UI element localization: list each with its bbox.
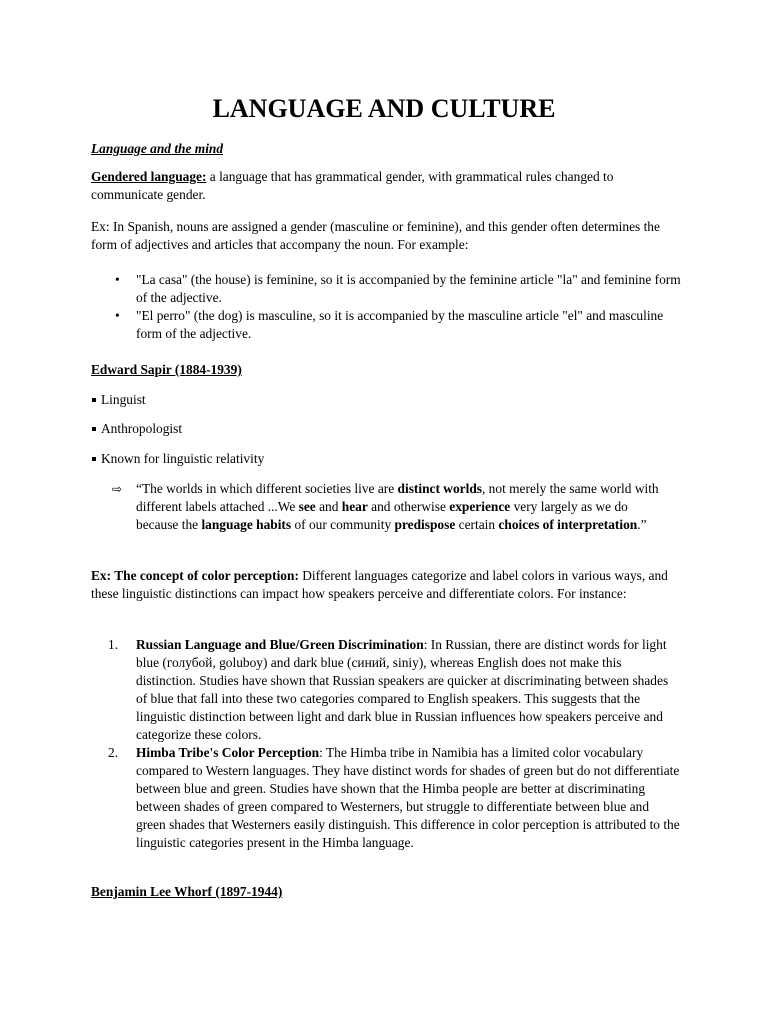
bullet-icon: • bbox=[115, 272, 120, 287]
sapir-item-label: Anthropologist bbox=[101, 421, 183, 436]
quote-emphasis: distinct worlds bbox=[397, 481, 482, 496]
sapir-quote bbox=[112, 480, 672, 534]
quote-fragment: of our community bbox=[291, 517, 395, 532]
section-heading-language-mind: Language and the mind bbox=[91, 141, 224, 156]
gendered-language-text: a language that has grammatical gender, with grammatical rules changed to communicate gender. bbox=[91, 169, 614, 202]
quote-fragment: certain bbox=[455, 517, 499, 532]
bullet-icon: • bbox=[115, 308, 120, 323]
list-item bbox=[91, 271, 681, 307]
spanish-example-paragraph: Ex: In Spanish, nouns are assigned a gender (masculine or feminine), and this gender often determines the form of adjectives and articles that accompany the noun. For example: bbox=[91, 219, 660, 252]
square-bullet-icon bbox=[92, 457, 96, 461]
sapir-item-relativity bbox=[91, 450, 681, 468]
quote-fragment: “The worlds in which different societies live are bbox=[136, 481, 398, 496]
list-item bbox=[91, 636, 681, 744]
list-number: 2. bbox=[108, 745, 119, 760]
gendered-language-definition bbox=[91, 168, 681, 204]
quote-emphasis: predispose bbox=[394, 517, 456, 532]
quote-emphasis: hear bbox=[341, 499, 368, 514]
spanish-bullet-list bbox=[91, 271, 681, 343]
square-bullet-icon bbox=[92, 427, 96, 431]
quote-fragment: and bbox=[315, 499, 342, 514]
list-item bbox=[91, 744, 681, 852]
color-perception-paragraph bbox=[91, 567, 681, 603]
quote-emphasis: see bbox=[298, 499, 316, 514]
list-item-body: : In Russian, there are distinct words for light blue (голубой, goluboy) and dark blue (синий, siniy), whereas English does not make this distinction. Studies have shown that Russian speakers are quicker at discriminating between shades of blue that fall into these two categories compared to English speakers. This suggests that the linguistic distinction between light and dark blue in Russian influences how speakers perceive and categorize these colors. bbox=[136, 637, 669, 742]
bullet-text: "El perro" (the dog) is masculine, so it is accompanied by the masculine article "el" and masculine form of the adjective. bbox=[136, 308, 664, 341]
list-item-body: : The Himba tribe in Namibia has a limited color vocabulary compared to Western languages. They have distinct words for shades of green but do not differentiate between blue and green. Studies have shown that the Himba people are better at discriminating between shades of green compared to Westerners, but struggle to differentiate between blue and green shades that Westerners easily distinguish. This difference in color perception is attributed to the linguistic categories present in the Himba language. bbox=[136, 745, 680, 850]
color-perception-intro: Different languages categorize and label colors in various ways, and these linguistic distinctions can impact how speakers perceive and differentiate colors. For instance: bbox=[91, 568, 668, 601]
list-item-title: Russian Language and Blue/Green Discrimination bbox=[136, 637, 424, 652]
document-title: LANGUAGE AND CULTURE bbox=[212, 94, 556, 123]
list-number: 1. bbox=[108, 637, 119, 652]
sapir-quote-text bbox=[112, 480, 672, 534]
quote-fragment: very largely as we do because the bbox=[136, 499, 628, 532]
gendered-language-term: Gendered language: bbox=[91, 169, 207, 184]
color-perception-label: Ex: The concept of color perception: bbox=[91, 568, 299, 583]
square-bullet-icon bbox=[92, 398, 96, 402]
sapir-item-anthropologist bbox=[91, 420, 681, 438]
arrow-right-icon: ⇨ bbox=[112, 482, 123, 496]
quote-fragment: and otherwise bbox=[367, 499, 450, 514]
sapir-item-label: Known for linguistic relativity bbox=[101, 451, 265, 466]
bullet-text: "La casa" (the house) is feminine, so it is accompanied by the feminine article "la" and feminine form of the adjective. bbox=[136, 272, 681, 305]
list-item-title: Himba Tribe's Color Perception bbox=[136, 745, 320, 760]
sapir-item-linguist bbox=[91, 391, 681, 409]
quote-fragment: , not merely the same world with different labels attached ...We bbox=[136, 481, 659, 514]
whorf-heading: Benjamin Lee Whorf (1897-1944) bbox=[91, 884, 283, 899]
color-examples-list bbox=[91, 636, 681, 852]
quote-fragment: .” bbox=[637, 517, 647, 532]
quote-emphasis: experience bbox=[449, 499, 511, 514]
list-item bbox=[91, 307, 681, 343]
sapir-item-label: Linguist bbox=[101, 392, 146, 407]
quote-emphasis: language habits bbox=[201, 517, 292, 532]
quote-emphasis: choices of interpretation bbox=[498, 517, 638, 532]
sapir-heading: Edward Sapir (1884-1939) bbox=[91, 362, 242, 377]
